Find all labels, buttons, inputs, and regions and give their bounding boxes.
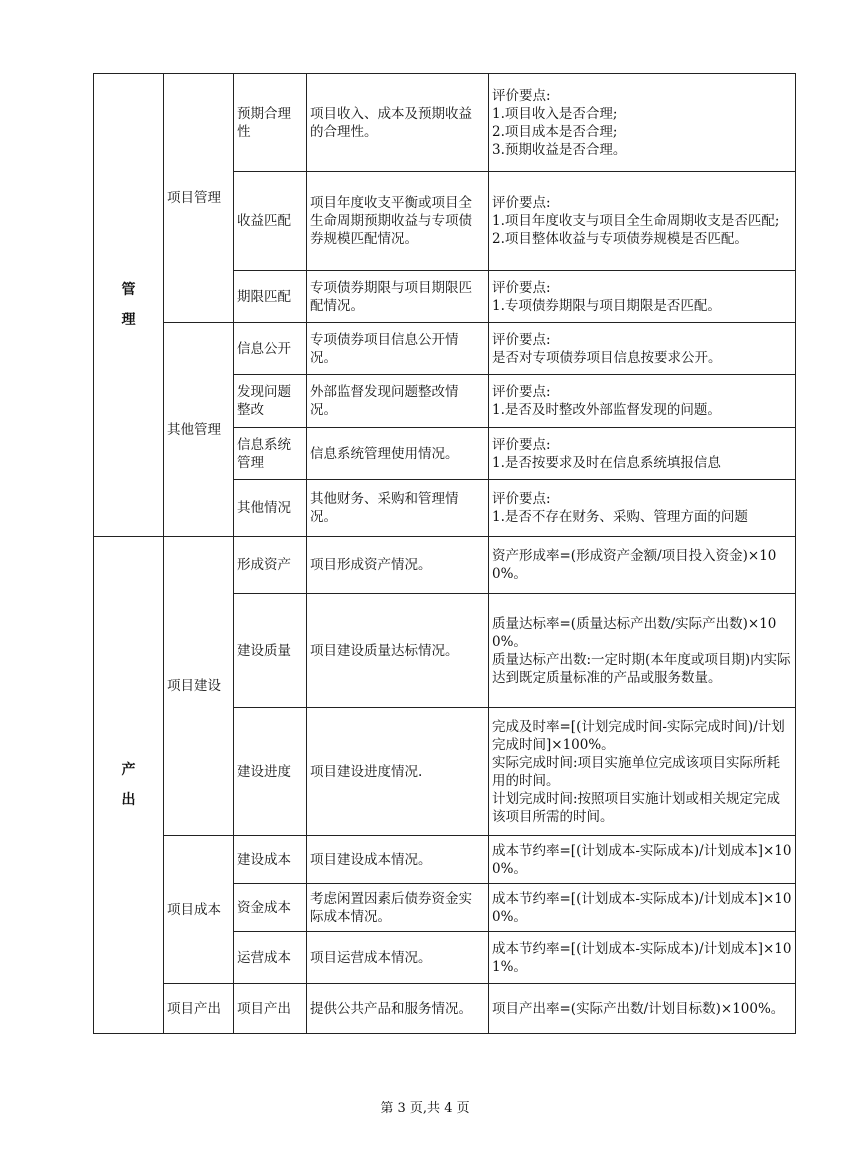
table-row — [94, 537, 796, 594]
item-criteria: 评价要点: 1.是否按要求及时在信息系统填报信息 — [489, 428, 796, 480]
item-criteria: 评价要点: 1.项目收入是否合理; 2.项目成本是否合理; 3.预期收益是否合理。 — [489, 74, 796, 172]
item-name: 信息系统管理 — [234, 428, 307, 480]
item-name: 项目产出 — [234, 984, 307, 1034]
item-criteria: 评价要点: 是否对专项债券项目信息按要求公开。 — [489, 323, 796, 375]
evaluation-table — [93, 73, 796, 1034]
item-name: 收益匹配 — [234, 172, 307, 271]
item-criteria: 评价要点: 1.专项债券期限与项目期限是否匹配。 — [489, 271, 796, 323]
item-description: 专项债券项目信息公开情况。 — [307, 323, 489, 375]
item-name: 发现问题整改 — [234, 375, 307, 428]
table-row — [94, 836, 796, 884]
item-criteria: 资产形成率=(形成资产金额/项目投入资金)×100%。 — [489, 537, 796, 594]
item-description: 考虑闲置因素后债券资金实际成本情况。 — [307, 884, 489, 932]
item-description: 提供公共产品和服务情况。 — [307, 984, 489, 1034]
item-description: 项目形成资产情况。 — [307, 537, 489, 594]
item-name: 其他情况 — [234, 480, 307, 537]
item-name: 信息公开 — [234, 323, 307, 375]
item-name: 建设质量 — [234, 594, 307, 708]
item-criteria: 评价要点: 1.是否及时整改外部监督发现的问题。 — [489, 375, 796, 428]
item-criteria: 质量达标率=(质量达标产出数/实际产出数)×100%。 质量达标产出数:一定时期(本年度或项目期)内实际达到既定质量标准的产品或服务数量。 — [489, 594, 796, 708]
table-row — [94, 74, 796, 172]
table-row — [94, 323, 796, 375]
group-label: 其他管理 — [164, 323, 234, 537]
item-description: 项目建设质量达标情况。 — [307, 594, 489, 708]
item-criteria: 完成及时率=[(计划完成时间-实际完成时间)/计划完成时间]×100%。 实际完成时间:项目实施单位完成该项目实际所耗用的时间。 计划完成时间:按照项目实施计划或相关规定完成该项目所需的时间。 — [489, 708, 796, 836]
item-description: 项目建设成本情况。 — [307, 836, 489, 884]
item-description: 专项债券期限与项目期限匹配情况。 — [307, 271, 489, 323]
item-name: 资金成本 — [234, 884, 307, 932]
item-criteria: 成本节约率=[(计划成本-实际成本)/计划成本]×101%。 — [489, 932, 796, 984]
group-label: 项目成本 — [164, 836, 234, 984]
section-label-output: 产 出 — [94, 537, 164, 1034]
group-label: 项目建设 — [164, 537, 234, 836]
item-description: 项目收入、成本及预期收益的合理性。 — [307, 74, 489, 172]
item-criteria: 成本节约率=[(计划成本-实际成本)/计划成本]×100%。 — [489, 884, 796, 932]
group-label: 项目管理 — [164, 74, 234, 323]
item-description: 项目运营成本情况。 — [307, 932, 489, 984]
item-criteria: 项目产出率=(实际产出数/计划目标数)×100%。 — [489, 984, 796, 1034]
group-label: 项目产出 — [164, 984, 234, 1034]
table-row — [94, 984, 796, 1034]
item-description: 项目建设进度情况. — [307, 708, 489, 836]
item-name: 期限匹配 — [234, 271, 307, 323]
item-name: 建设进度 — [234, 708, 307, 836]
item-name: 形成资产 — [234, 537, 307, 594]
section-label-management: 管 理 — [94, 74, 164, 537]
item-criteria: 成本节约率=[(计划成本-实际成本)/计划成本]×100%。 — [489, 836, 796, 884]
item-description: 其他财务、采购和管理情况。 — [307, 480, 489, 537]
item-criteria: 评价要点: 1.项目年度收支与项目全生命周期收支是否匹配; 2.项目整体收益与专项债券规模是否匹配。 — [489, 172, 796, 271]
item-description: 外部监督发现问题整改情况。 — [307, 375, 489, 428]
item-name: 建设成本 — [234, 836, 307, 884]
item-description: 信息系统管理使用情况。 — [307, 428, 489, 480]
item-name: 预期合理性 — [234, 74, 307, 172]
item-name: 运营成本 — [234, 932, 307, 984]
item-description: 项目年度收支平衡或项目全生命周期预期收益与专项债券规模匹配情况。 — [307, 172, 489, 271]
page-number: 第 3 页,共 4 页 — [380, 1101, 470, 1116]
item-criteria: 评价要点: 1.是否不存在财务、采购、管理方面的问题 — [489, 480, 796, 537]
